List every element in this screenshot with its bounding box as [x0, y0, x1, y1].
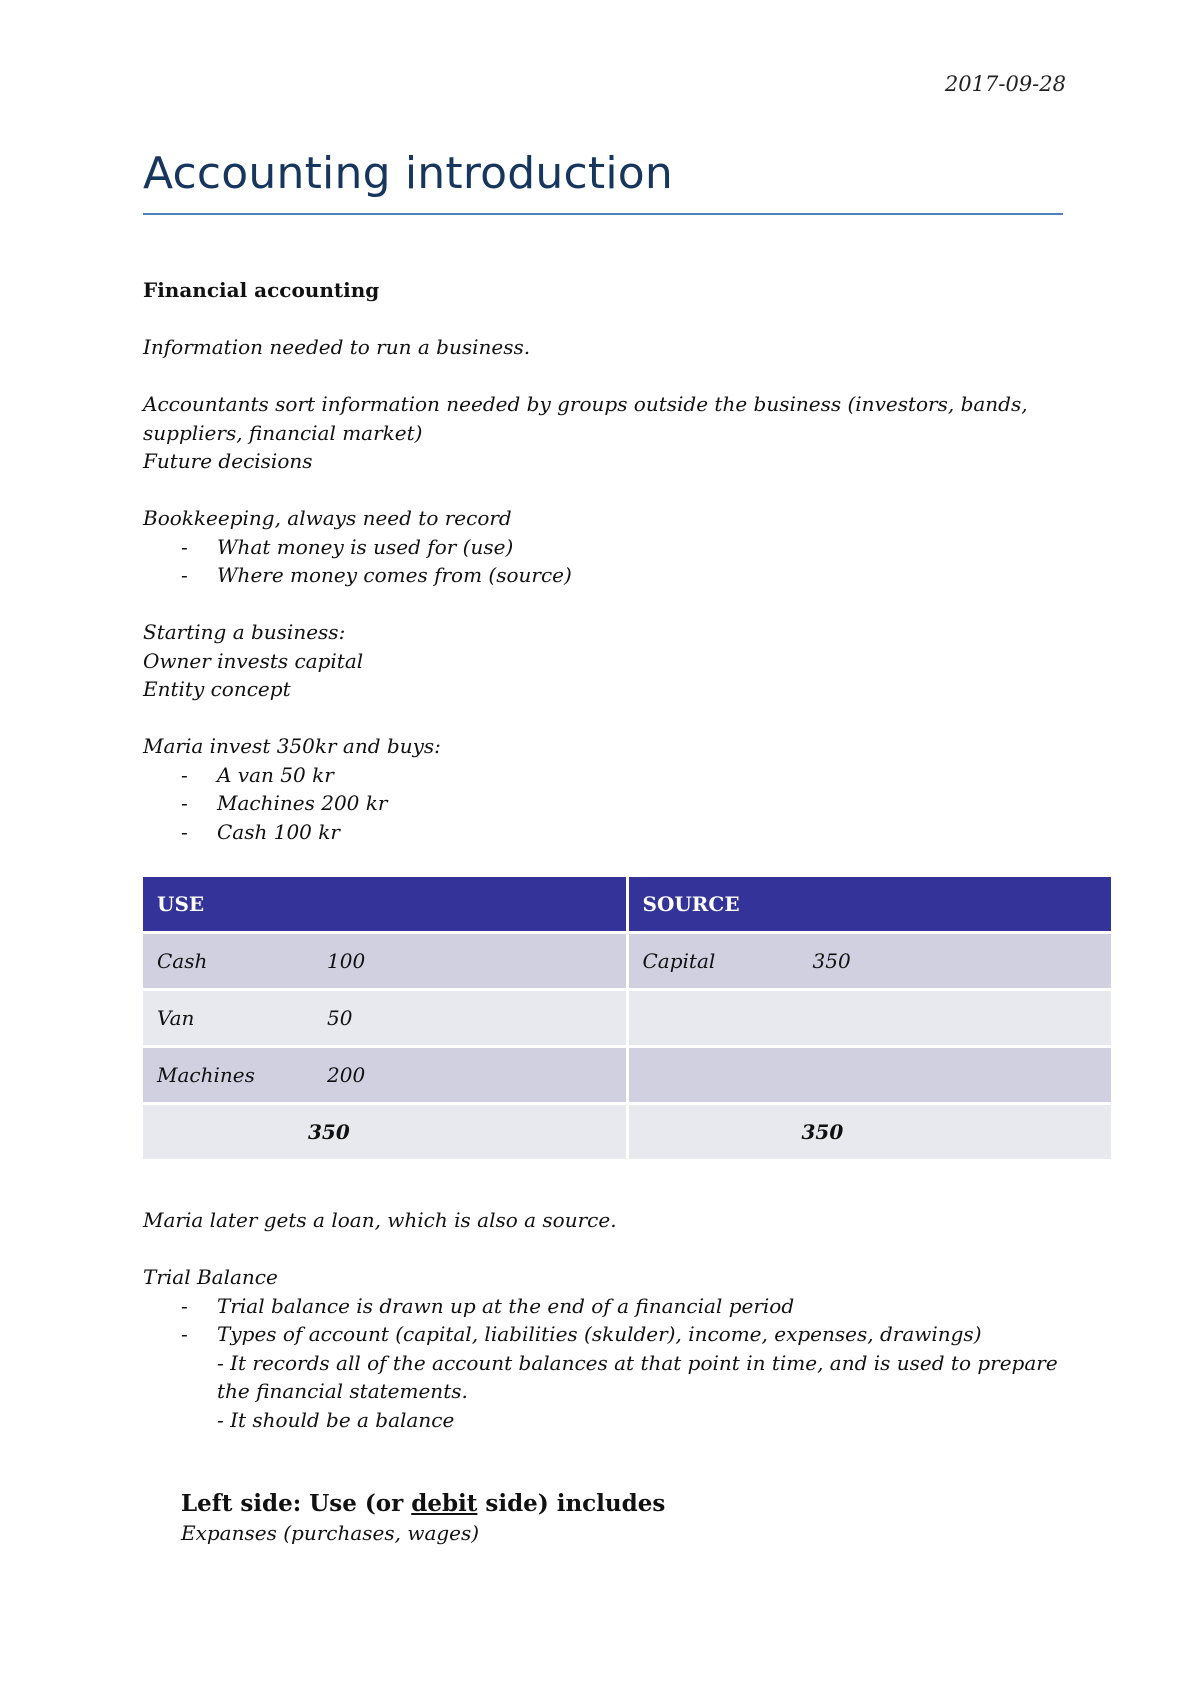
- paragraph: Maria later gets a loan, which is also a source.: [143, 1208, 617, 1232]
- list-item: - What money is used for (use): [143, 533, 1073, 562]
- use-cell: [143, 991, 626, 1045]
- use-label: Cash: [157, 949, 208, 973]
- list-item: - Machines 200 kr: [143, 789, 1073, 818]
- paragraph: Starting a business:: [143, 620, 346, 644]
- paragraph: Accountants sort information needed by groups outside the business (investors, bands,: [143, 392, 1028, 416]
- use-value: 200: [327, 1063, 366, 1087]
- use-label: Van: [157, 1006, 195, 1030]
- use-value: 50: [327, 1006, 353, 1030]
- total-source: 350: [629, 1105, 1112, 1159]
- source-label: Capital: [642, 949, 716, 973]
- total-row: [143, 1105, 1111, 1159]
- heading-text: side) includes: [477, 1490, 666, 1517]
- paragraph: Future decisions: [143, 449, 313, 473]
- list-item: - Cash 100 kr: [143, 818, 1073, 847]
- paragraph: Information needed to run a business.: [143, 335, 531, 359]
- table-row: [143, 1048, 1111, 1102]
- trial-balance-section: [143, 1206, 1073, 1547]
- title-divider: [143, 213, 1063, 215]
- use-label: Machines: [157, 1063, 255, 1087]
- use-cell: [143, 934, 626, 988]
- source-cell: [629, 991, 1112, 1045]
- page-title: Accounting introduction: [143, 148, 673, 199]
- heading-text: Left side: Use (or: [181, 1490, 412, 1517]
- column-header-source: SOURCE: [629, 877, 1112, 931]
- paragraph: Maria invest 350kr and buys:: [143, 734, 441, 758]
- paragraph: Bookkeeping, always need to record: [143, 506, 512, 530]
- paragraph: Expanses (purchases, wages): [181, 1520, 480, 1545]
- use-value: 100: [327, 949, 366, 973]
- paragraph: Owner invests capital: [143, 648, 364, 673]
- paragraph: suppliers, financial market): [143, 420, 423, 445]
- list-item: - Trial balance is drawn up at the end of a financial period: [143, 1292, 1073, 1321]
- source-value: 350: [812, 949, 851, 973]
- table-row: [143, 934, 1111, 988]
- paragraph: Trial Balance: [143, 1265, 278, 1289]
- list-item: - Types of account (capital, liabilities (skulder), income, expenses, drawings): [143, 1320, 1073, 1349]
- document-date: 2017-09-28: [944, 72, 1066, 96]
- intro-section: [143, 276, 1073, 846]
- bookkeeping-list: [143, 533, 1073, 590]
- source-cell: [629, 934, 1112, 988]
- paragraph: Entity concept: [143, 677, 291, 701]
- list-item: - Where money comes from (source): [143, 561, 1073, 590]
- purchase-list: [143, 761, 1073, 847]
- list-subline: the financial statements.: [217, 1379, 468, 1403]
- list-subline: - It records all of the account balances at that point in time, and is used to prepare: [217, 1350, 1058, 1375]
- heading-underlined: debit: [411, 1490, 478, 1517]
- table-row: [143, 991, 1111, 1045]
- use-cell: [143, 1048, 626, 1102]
- source-cell: [629, 1048, 1112, 1102]
- use-source-table: [140, 874, 1114, 1162]
- column-header-use: USE: [143, 877, 626, 931]
- section-heading: Financial accounting: [143, 278, 380, 302]
- trial-balance-list: [143, 1292, 1073, 1349]
- left-side-heading: [143, 1490, 1073, 1519]
- list-item: - A van 50 kr: [143, 761, 1073, 790]
- list-subline: - It should be a balance: [217, 1407, 455, 1432]
- total-use: 350: [143, 1105, 626, 1159]
